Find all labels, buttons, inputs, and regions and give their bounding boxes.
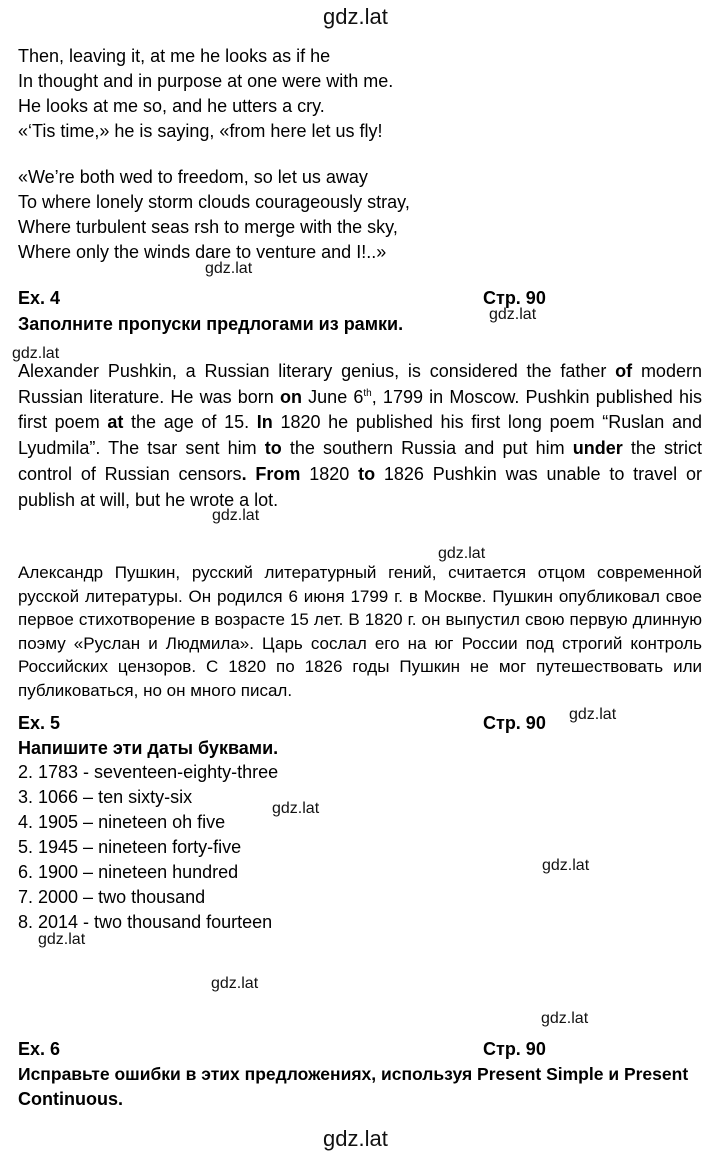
exercise-6-task: Исправьте ошибки в этих предложениях, используя Present Simple и Present [18,1064,689,1084]
answer-word: of [615,361,633,381]
exercise-5-page: Стр. 90 [483,713,546,733]
answer-word: . From [241,463,301,484]
exercise-6-task-continued: Continuous. [18,1089,123,1109]
poem-line: He looks at me so, and he utters a cry. [18,96,325,116]
watermark: gdz.lat [205,260,253,277]
watermark: gdz.lat [542,857,590,874]
answer-word: under [572,438,623,459]
answer-word: to [264,438,282,459]
watermark: gdz.lat [489,306,537,323]
poem-line: In thought and in purpose at one were with me. [18,71,394,91]
answer-word: at [107,412,124,433]
exercise-4-english-text: Alexander Pushkin, a Russian literary genius, is considered the father of modern Russian literature. He was born on June 6th, 1799 in Moscow. Pushkin published his first poem at the age of 15. In 1820 he published his first long poem “Ruslan and Lyudmila”. The tsar sent him to the southern Russia and put him under the strict control of Russian censors. From 1820 to 1826 Pushkin was unable to travel or publish at will, but he wrote a lot. [18,361,702,510]
watermark: gdz.lat [438,545,486,562]
exercise-4-label: Ex. 4 [18,288,61,308]
list-item: 5. 1945 – nineteen forty-five [18,837,242,857]
list-item: 2. 1783 - seventeen-eighty-three [18,762,279,782]
list-item: 7. 2000 – two thousand [18,887,206,907]
exercise-4-task: Заполните пропуски предлогами из рамки. [18,314,404,334]
answer-word: to [358,463,376,484]
exercise-6-page: Стр. 90 [483,1039,546,1059]
exercise-4-page: Стр. 90 [483,288,546,308]
list-item: 8. 2014 - two thousand fourteen [18,912,273,932]
watermark: gdz.lat [38,931,86,948]
answer-word: on [280,386,302,407]
poem-line: Where turbulent seas rsh to merge with the sky, [18,217,398,237]
list-item: 6. 1900 – nineteen hundred [18,862,239,882]
list-item: 4. 1905 – nineteen oh five [18,812,226,832]
watermark: gdz.lat [569,706,617,723]
watermark-bottom: gdz.lat [323,1126,388,1151]
poem-line: «‘Tis time,» he is saying, «from here let us fly! [18,121,383,141]
watermark: gdz.lat [541,1010,589,1027]
exercise-4-russian-translation: Александр Пушкин, русский литературный гений, считается отцом современной русской литературы. Он родился 6 июня 1799 г. в Москве. Пушкин опубликовал свое первое стихотворение в возрасте 15 лет. В 1820 г. он выпустил свою первую длинную поэму «Руслан и Людмила». Царь сослал его на юг России под строгий контроль Российских цензоров. С 1820 по 1826 годы Пушкин не мог путешествовать или публиковаться, но он много писал. [18,563,702,700]
exercise-5-label: Ex. 5 [18,713,61,733]
exercise-5-task: Напишите эти даты буквами. [18,738,279,758]
poem-line: Where only the winds dare to venture and I!..» [18,242,387,262]
watermark: gdz.lat [212,507,260,524]
watermark: gdz.lat [12,345,60,362]
answer-word: In [256,412,273,433]
watermark-top: gdz.lat [323,4,388,29]
poem-line: Then, leaving it, at me he looks as if he [18,46,331,66]
watermark: gdz.lat [211,975,259,992]
watermark: gdz.lat [272,800,320,817]
exercise-6-label: Ex. 6 [18,1039,61,1059]
poem-line: «We’re both wed to freedom, so let us away [18,167,368,187]
poem-line: To where lonely storm clouds courageously stray, [18,192,410,212]
list-item: 3. 1066 – ten sixty-six [18,787,193,807]
